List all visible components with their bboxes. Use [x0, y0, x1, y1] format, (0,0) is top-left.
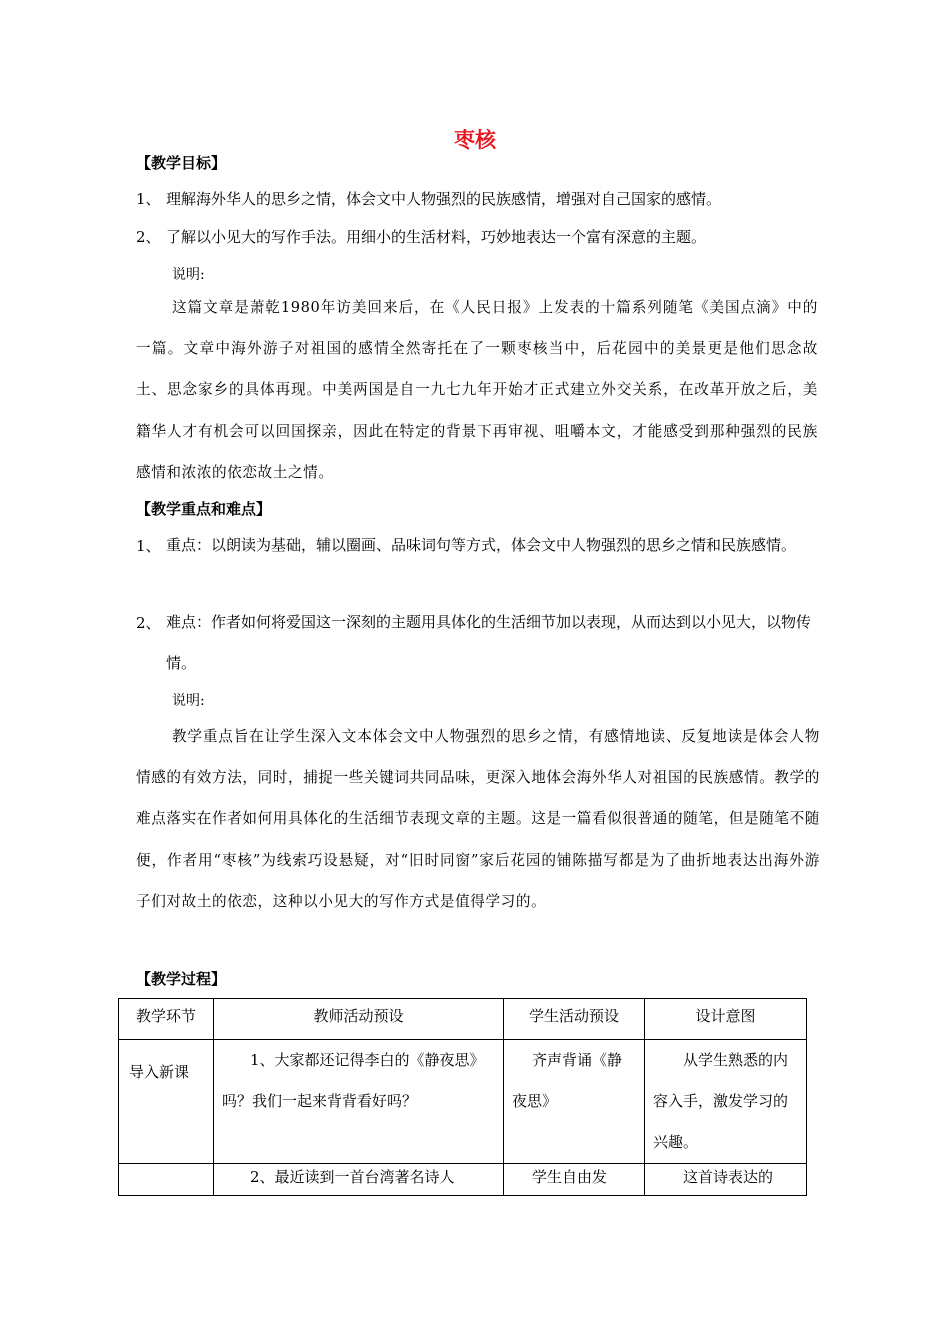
column-header: 教师活动预设: [214, 999, 504, 1040]
goal-item-text: 理解海外华人的思乡之情，体会文中人物强烈的民族感情，增强对自己国家的感情。: [166, 190, 722, 208]
column-header: 教学环节: [119, 999, 214, 1040]
student-activity: 齐声背诵《静夜思》: [512, 1051, 623, 1110]
focus-item-number: 2、: [136, 614, 161, 632]
column-header: 学生活动预设: [504, 999, 645, 1040]
table-cell: [504, 1040, 645, 1164]
teacher-activity: 1、大家都还记得李白的《静夜思》吗？我们一起来背背看好吗？: [222, 1051, 485, 1110]
page-title: 枣核: [454, 128, 496, 152]
table-cell: [214, 1040, 504, 1164]
stage-label: 导入新课: [129, 1063, 190, 1081]
student-activity: 学生自由发: [532, 1168, 608, 1186]
goal-item-number: 1、: [136, 190, 161, 208]
table-cell: [645, 1164, 807, 1196]
table-row: [119, 1040, 807, 1164]
section-heading-process: 【教学过程】: [136, 970, 227, 988]
table-cell: [214, 1164, 504, 1196]
table-row: [119, 1164, 807, 1196]
table-cell: [504, 1164, 645, 1196]
lesson-table: [118, 998, 807, 1196]
goal-item-number: 2、: [136, 228, 161, 246]
focus-item-text: 重点：以朗读为基础，辅以圈画、品味词句等方式，体会文中人物强烈的思乡之情和民族感情。: [166, 536, 797, 554]
teacher-activity: 2、最近读到一首台湾著名诗人: [250, 1168, 455, 1186]
note-label: 说明:: [172, 693, 205, 709]
note-label: 说明:: [172, 267, 205, 283]
focus-item-number: 1、: [136, 537, 161, 555]
column-header: 设计意图: [645, 999, 807, 1040]
section-heading-goals: 【教学目标】: [136, 154, 227, 172]
table-header-row: [119, 999, 807, 1040]
note-paragraph: 教学重点旨在让学生深入文本体会文中人物强烈的思乡之情，有感情地读、反复地读是体会人物情感的有效方法，同时，捕捉一些关键词共同品味，更深入地体会海外华人对祖国的民族感情。教学的难点落实在作者如何用具体化的生活细节表现文章的主题。这是一篇看似很普通的随笔，但是随笔不随便，作者用“枣核”为线索巧设悬疑，对“旧时同窗”家后花园的铺陈描写都是为了曲折地表达出海外游子们对故土的依恋，这种以小见大的写作方式是值得学习的。: [136, 728, 820, 910]
table-cell: [645, 1040, 807, 1164]
design-intent: 从学生熟悉的内容入手，激发学习的兴趣。: [653, 1051, 789, 1151]
table-cell: [119, 1164, 214, 1196]
goal-item-text: 了解以小见大的写作手法。用细小的生活材料，巧妙地表达一个富有深意的主题。: [166, 228, 707, 246]
focus-item-text: 难点：作者如何将爱国这一深刻的主题用具体化的生活细节加以表现，从而达到以小见大，以物传情。: [166, 613, 812, 672]
design-intent: 这首诗表达的: [683, 1168, 774, 1186]
section-heading-focus: 【教学重点和难点】: [136, 500, 272, 518]
note-paragraph: 这篇文章是萧乾1980年访美回来后，在《人民日报》上发表的十篇系列随笔《美国点滴》中的一篇。文章中海外游子对祖国的感情全然寄托在了一颗枣核当中，后花园中的美景更是他们思念故土、思念家乡的具体再现。中美两国是自一九七九年开始才正式建立外交关系，在改革开放之后，美籍华人才有机会可以回国探亲，因此在特定的背景下再审视、咀嚼本文，才能感受到那种强烈的民族感情和浓浓的依恋故土之情。: [136, 299, 818, 481]
table-cell: [119, 1040, 214, 1164]
